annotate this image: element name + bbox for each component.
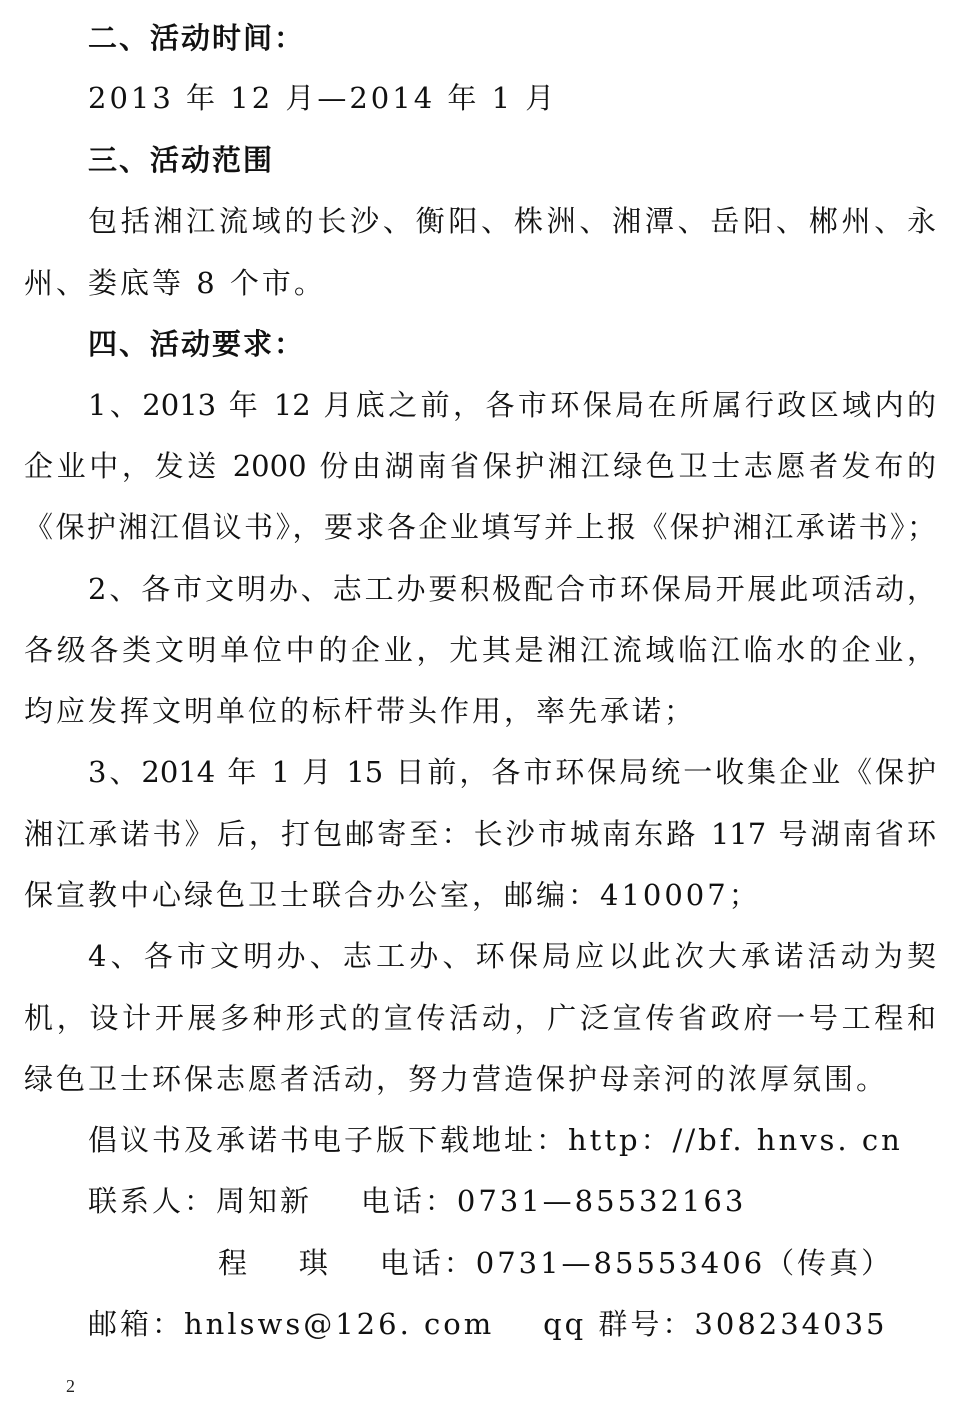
email-qq-line: 邮箱：hnlsws@126. com qq 群号：308234035	[88, 1307, 888, 1341]
activity-time-text: 2013 年 12 月—2014 年 1 月	[88, 81, 558, 115]
requirement-3-line-2: 湘江承诺书》后，打包邮寄至：长沙市城南东路 117 号湖南省环	[24, 817, 936, 851]
contact-line-1: 联系人：周知新 电话：0731—85532163	[88, 1184, 747, 1218]
page-number: 2	[66, 1376, 75, 1396]
requirement-1-line-2: 企业中，发送 2000 份由湖南省保护湘江绿色卫士志愿者发布的	[24, 449, 936, 483]
section-heading-scope: 三、活动范围	[88, 143, 275, 177]
requirement-4-line-2: 机，设计开展多种形式的宣传活动，广泛宣传省政府一号工程和	[24, 1001, 936, 1035]
requirement-1-line-1: 1、2013 年 12 月底之前，各市环保局在所属行政区域内的	[88, 388, 936, 422]
requirement-1-line-3: 《保护湘江倡议书》，要求各企业填写并上报《保护湘江承诺书》；	[24, 510, 936, 544]
download-address: 倡议书及承诺书电子版下载地址：http：//bf. hnvs. cn	[88, 1123, 903, 1157]
requirement-3-line-1: 3、2014 年 1 月 15 日前，各市环保局统一收集企业《保护	[88, 755, 936, 789]
section-heading-time: 二、活动时间：	[88, 21, 306, 55]
requirement-2-line-3: 均应发挥文明单位的标杆带头作用，率先承诺；	[24, 694, 697, 728]
requirement-2-line-1: 2、各市文明办、志工办要积极配合市环保局开展此项活动，	[88, 572, 936, 606]
requirement-3-line-3: 保宣教中心绿色卫士联合办公室，邮编：410007；	[24, 878, 761, 912]
section-heading-requirements: 四、活动要求：	[88, 327, 306, 361]
scope-line-1: 包括湘江流域的长沙、衡阳、株洲、湘潭、岳阳、郴州、永	[88, 204, 936, 238]
requirement-2-line-2: 各级各类文明单位中的企业，尤其是湘江流域临江临水的企业，	[24, 633, 936, 667]
contact-line-2: 程 琪 电话：0731—85553406（传真）	[218, 1246, 894, 1280]
requirement-4-line-1: 4、各市文明办、志工办、环保局应以此次大承诺活动为契	[88, 939, 936, 973]
requirement-4-line-3: 绿色卫士环保志愿者活动，努力营造保护母亲河的浓厚氛围。	[24, 1062, 889, 1096]
scope-line-2: 州、娄底等 8 个市。	[24, 266, 326, 300]
